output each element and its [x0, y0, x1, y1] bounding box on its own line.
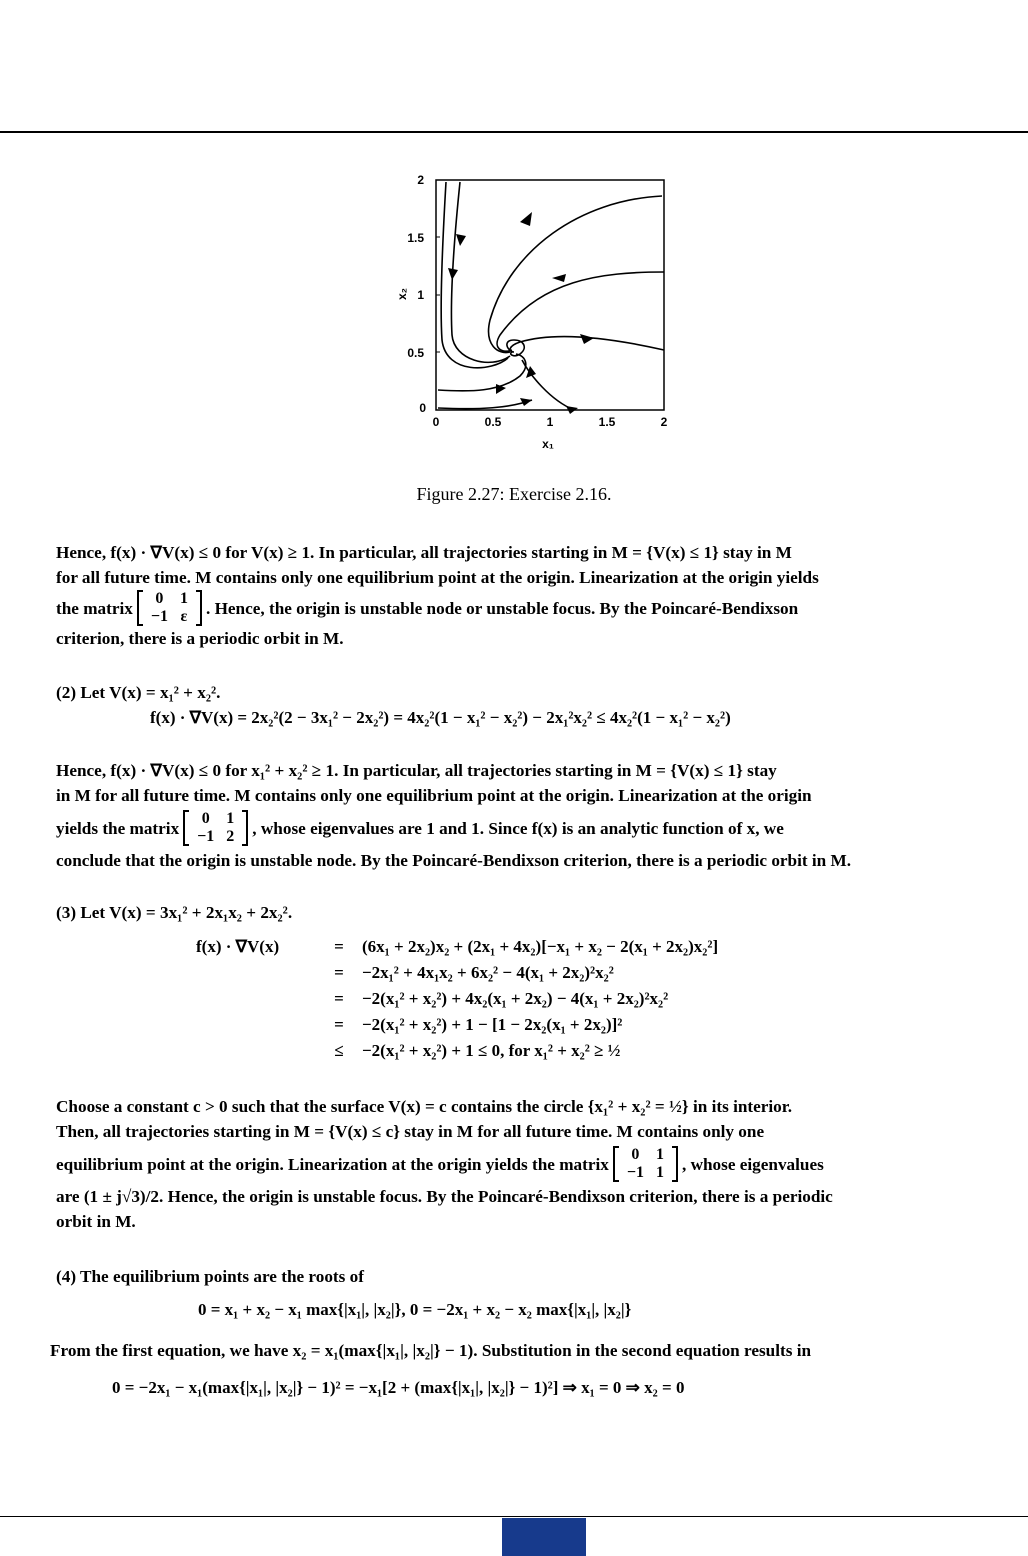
- matrix-cell: ε: [180, 608, 188, 625]
- x-tick-label: 0: [432, 415, 440, 429]
- matrix-cell: −1: [197, 828, 215, 845]
- text-segment: , whose eigenvalues: [681, 1154, 824, 1174]
- equation: 0 = −2x₁ − x₁(max{|x₁|, |x₂|} − 1)² = −x₁[2 + (max{|x₁|, |x₂|} − 1)²] ⇒ x₁ = 0 ⇒ x₂ = 0: [112, 1378, 685, 1397]
- matrix-cell: −1: [150, 608, 168, 625]
- equation-row: [196, 986, 718, 1012]
- x-axis-label: x₁: [542, 437, 554, 451]
- phase-portrait-figure: [380, 160, 700, 460]
- equation-rhs: −2(x₁² + x₂²) + 1 ≤ 0, for x₁² + x₂² ≥ ½: [362, 1041, 621, 1060]
- equation-op: =: [334, 963, 344, 982]
- text-line: Hence, f(x) · ∇V(x) ≤ 0 for V(x) ≥ 1. In particular, all trajectories starting in M = {V(x) ≤ 1} stay in M: [56, 543, 792, 562]
- text-line: Hence, f(x) · ∇V(x) ≤ 0 for x₁² + x₂² ≥ 1. In particular, all trajectories starting in M = {V(x) ≤ 1} stay: [56, 761, 777, 780]
- equation: 0 = x₁ + x₂ − x₁ max{|x₁|, |x₂|}, 0 = −2x₁ + x₂ − x₂ max{|x₁|, |x₂|}: [198, 1300, 632, 1319]
- matrix: [613, 1146, 678, 1182]
- text-line: for all future time. M contains only one equilibrium point at the origin. Linearization at the origin yields: [56, 568, 819, 587]
- text-line: Then, all trajectories starting in M = {V(x) ≤ c} stay in M for all future time. M contains only one: [56, 1122, 765, 1141]
- y-tick-label: 1.5: [407, 231, 424, 245]
- text-segment: yields the matrix: [56, 818, 180, 838]
- y-tick-label: 1: [417, 288, 424, 302]
- paragraph-4: [56, 1264, 996, 1289]
- equation-rhs: −2(x₁² + x₂²) + 1 − [1 − 2x₂(x₁ + 2x₂)]²: [362, 1015, 623, 1034]
- matrix-cell: 0: [201, 810, 210, 827]
- text-line: [56, 590, 996, 626]
- matrix-cell: −1: [626, 1164, 644, 1181]
- aligned-equations: [196, 934, 718, 1064]
- footer-rule: [0, 1516, 1028, 1517]
- equation: f(x) · ∇V(x) = 2x₂²(2 − 3x₁² − 2x₂²) = 4x₂²(1 − x₁² − x₂²) − 2x₁²x₂² ≤ 4x₂²(1 − x₁² − x₂²): [150, 708, 731, 727]
- equation-op: ≤: [334, 1041, 344, 1060]
- equation-row: [196, 1012, 718, 1038]
- text-line: Choose a constant c > 0 such that the surface V(x) = c contains the circle {x₁² + x₂² = ½} in its interior.: [56, 1097, 793, 1116]
- equation-op: =: [334, 989, 344, 1008]
- paragraph-2-body: [56, 758, 996, 873]
- equation-row: [196, 1038, 718, 1064]
- paragraph-4-body: [50, 1338, 996, 1363]
- paragraph-2: [56, 680, 996, 705]
- trajectories: [438, 182, 664, 410]
- text-line: [56, 808, 996, 848]
- x-tick-label: 2: [660, 415, 668, 429]
- equation-rhs: −2(x₁² + x₂²) + 4x₂(x₁ + 2x₂) − 4(x₁ + 2x₂)²x₂²: [362, 989, 669, 1008]
- paragraph-3: [56, 900, 996, 925]
- text-line: [56, 1144, 996, 1184]
- text-segment: the matrix: [56, 598, 133, 618]
- text-segment: . Hence, the origin is unstable node or unstable focus. By the Poincaré-Bendixson: [205, 598, 799, 618]
- x-tick-label: 1: [546, 415, 554, 429]
- section-heading: (3) Let V(x) = 3x₁² + 2x₁x₂ + 2x₂².: [56, 903, 293, 922]
- y-tick-label: 0: [419, 401, 426, 415]
- equation-row: [196, 960, 718, 986]
- header-rule: [0, 131, 1028, 133]
- text-line: in M for all future time. M contains only one equilibrium point at the origin. Linearization at the origin: [56, 786, 812, 805]
- equation-lhs: f(x) · ∇V(x): [196, 937, 280, 956]
- equation-op: =: [334, 1015, 344, 1034]
- text-line: are (1 ± j√3)/2. Hence, the origin is unstable focus. By the Poincaré-Bendixson criterion, there is a periodic: [56, 1187, 833, 1206]
- matrix-cell: 1: [226, 810, 235, 827]
- page-marker: [502, 1518, 586, 1556]
- matrix-cell: 1: [655, 1146, 664, 1163]
- equation-rhs: −2x₁² + 4x₁x₂ + 6x₂² − 4(x₁ + 2x₂)²x₂²: [362, 963, 614, 982]
- text-line: orbit in M.: [56, 1212, 136, 1231]
- paragraph-3-body: [56, 1094, 996, 1234]
- x-tick-label: 1.5: [598, 415, 616, 429]
- text-segment: equilibrium point at the origin. Linearization at the origin yields the matrix: [56, 1154, 609, 1174]
- equation-row: [196, 934, 718, 960]
- section-heading: (4) The equilibrium points are the roots of: [56, 1267, 364, 1286]
- x-tick-label: 0.5: [484, 415, 502, 429]
- matrix-cell: 2: [226, 828, 235, 845]
- text-line: From the first equation, we have x₂ = x₁(max{|x₁|, |x₂|} − 1). Substitution in the second equation results in: [50, 1341, 812, 1360]
- section-heading: (2) Let V(x) = x₁² + x₂².: [56, 683, 221, 702]
- equation-op: =: [334, 937, 344, 956]
- matrix-cell: 0: [155, 590, 164, 607]
- matrix-cell: 1: [655, 1164, 664, 1181]
- y-tick-label: 0.5: [407, 346, 424, 360]
- text-segment: , whose eigenvalues are 1 and 1. Since f(x) is an analytic function of x, we: [252, 818, 784, 838]
- plot-frame: [436, 180, 664, 410]
- text-line: conclude that the origin is unstable node. By the Poincaré-Bendixson criterion, there is a periodic orbit in M.: [56, 851, 852, 870]
- matrix-cell: 0: [631, 1146, 640, 1163]
- matrix: [183, 810, 248, 846]
- y-axis-label: x₂: [395, 287, 409, 301]
- figure-caption: Figure 2.27: Exercise 2.16.: [416, 484, 612, 504]
- matrix-cell: 1: [179, 590, 188, 607]
- y-tick-label: 2: [417, 173, 424, 187]
- text-line: criterion, there is a periodic orbit in M.: [56, 629, 344, 648]
- paragraph-1: [56, 540, 996, 651]
- trajectory-arrows: [448, 212, 594, 414]
- equation-rhs: (6x₁ + 2x₂)x₂ + (2x₁ + 4x₂)[−x₁ + x₂ − 2(x₁ + 2x₂)x₂²]: [362, 937, 719, 956]
- matrix: [137, 590, 202, 626]
